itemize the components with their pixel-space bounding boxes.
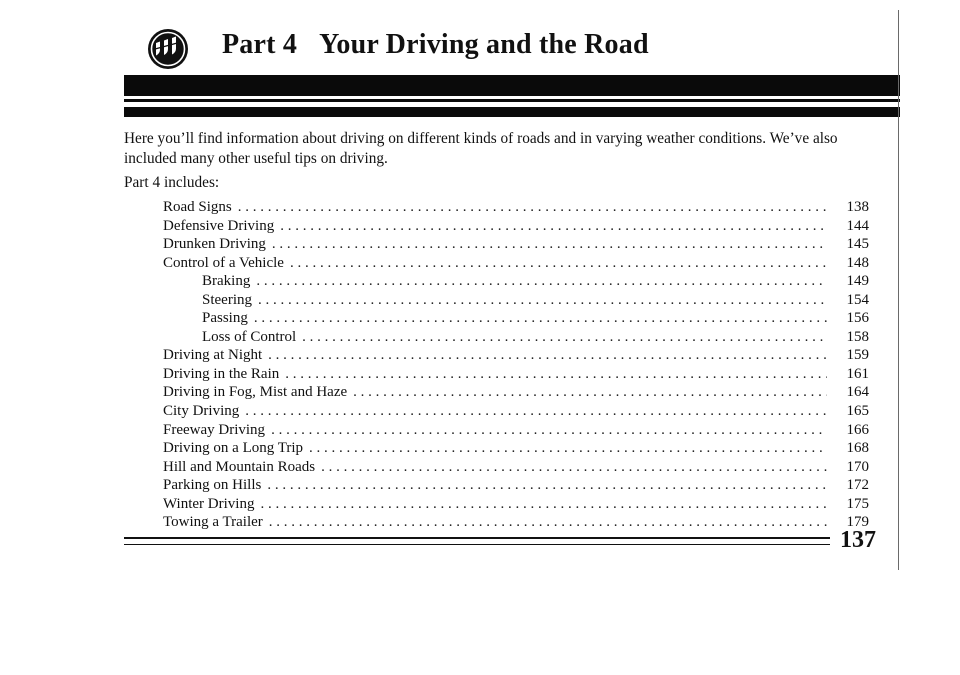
toc-page: 165 — [846, 403, 869, 420]
intro-paragraph: Here you’ll find information about driving on different kinds of roads and in varying weather conditions. We’ve also included many other useful tips on driving. — [124, 130, 838, 167]
toc-leader — [271, 421, 827, 440]
toc-page: 161 — [846, 365, 869, 382]
toc-label: Parking on Hills — [163, 477, 262, 494]
toc-leader — [272, 235, 827, 254]
toc-leader — [260, 495, 827, 514]
toc-label: Winter Driving — [163, 495, 255, 512]
toc-leader — [267, 476, 827, 495]
toc-page: 156 — [846, 310, 869, 327]
footer-rule-thick — [124, 537, 830, 539]
toc-subentry[interactable] — [163, 291, 869, 310]
toc-leader — [258, 291, 827, 310]
toc-leader — [269, 513, 827, 532]
toc-page: 164 — [846, 384, 869, 401]
toc-entry[interactable] — [163, 458, 869, 477]
toc-leader — [353, 383, 827, 402]
toc-leader — [321, 458, 827, 477]
toc-label: Towing a Trailer — [163, 514, 263, 531]
toc-entry[interactable] — [163, 235, 869, 254]
toc-leader — [238, 198, 827, 217]
toc-page: 168 — [846, 440, 869, 457]
toc-entry[interactable] — [163, 476, 869, 495]
toc-entry[interactable] — [163, 217, 869, 236]
toc-leader — [268, 346, 827, 365]
toc-page: 170 — [846, 458, 869, 475]
toc-leader — [290, 254, 827, 273]
toc-label: Road Signs — [163, 199, 232, 215]
toc-entry[interactable] — [163, 346, 869, 365]
toc-page: 148 — [846, 254, 869, 271]
toc-label: Drunken Driving — [163, 236, 266, 253]
table-of-contents — [163, 198, 869, 532]
toc-label: Driving in the Rain — [163, 365, 280, 382]
toc-leader — [285, 365, 827, 384]
includes-label: Part 4 includes: — [124, 174, 220, 191]
header-bar-thin — [124, 99, 900, 102]
toc-page: 166 — [846, 421, 869, 438]
toc-label: City Driving — [163, 403, 240, 420]
header-bar-medium — [124, 107, 900, 117]
toc-page: 145 — [846, 236, 869, 253]
toc-subentry[interactable] — [163, 309, 869, 328]
toc-entry[interactable] — [163, 383, 869, 402]
toc-page: 175 — [846, 495, 869, 512]
toc-entry[interactable] — [163, 421, 869, 440]
page-edge-rule — [898, 10, 899, 570]
toc-page: 158 — [846, 328, 869, 345]
part-label: Part 4 — [222, 29, 298, 60]
toc-label: Passing — [202, 310, 248, 327]
toc-page: 149 — [846, 273, 869, 290]
toc-page: 144 — [846, 217, 869, 234]
toc-entry[interactable] — [163, 513, 869, 532]
footer-rule-thin — [124, 544, 830, 545]
toc-entry[interactable] — [163, 402, 869, 421]
tri-shield-emblem-icon — [147, 28, 189, 70]
toc-label: Freeway Driving — [163, 421, 266, 438]
toc-subentry[interactable] — [163, 272, 869, 291]
toc-leader — [254, 309, 827, 328]
toc-label: Steering — [202, 291, 252, 308]
toc-leader — [302, 328, 827, 347]
header-bar-thick — [124, 75, 900, 96]
toc-entry[interactable] — [163, 439, 869, 458]
toc-label: Driving at Night — [163, 347, 263, 364]
part-heading — [222, 29, 649, 61]
part-title: Your Driving and the Road — [319, 29, 649, 60]
toc-leader — [309, 439, 827, 458]
toc-entry[interactable] — [163, 495, 869, 514]
toc-page: 179 — [846, 514, 869, 531]
toc-label: Control of a Vehicle — [163, 254, 284, 271]
toc-entry[interactable] — [163, 254, 869, 273]
toc-leader — [280, 217, 827, 236]
toc-leader — [245, 402, 827, 421]
toc-label: Driving in Fog, Mist and Haze — [163, 384, 348, 401]
toc-leader — [256, 272, 827, 291]
toc-page: 138 — [846, 199, 869, 215]
toc-entry[interactable] — [163, 365, 869, 384]
toc-label: Hill and Mountain Roads — [163, 458, 316, 475]
toc-label: Defensive Driving — [163, 217, 275, 234]
toc-page: 159 — [846, 347, 869, 364]
toc-label: Loss of Control — [202, 328, 297, 345]
page-number: 137 — [840, 527, 876, 553]
toc-page: 172 — [846, 477, 869, 494]
toc-page: 154 — [846, 291, 869, 308]
toc-entry[interactable] — [163, 198, 869, 217]
toc-label: Driving on a Long Trip — [163, 440, 304, 457]
toc-subentry[interactable] — [163, 328, 869, 347]
toc-label: Braking — [202, 273, 251, 290]
